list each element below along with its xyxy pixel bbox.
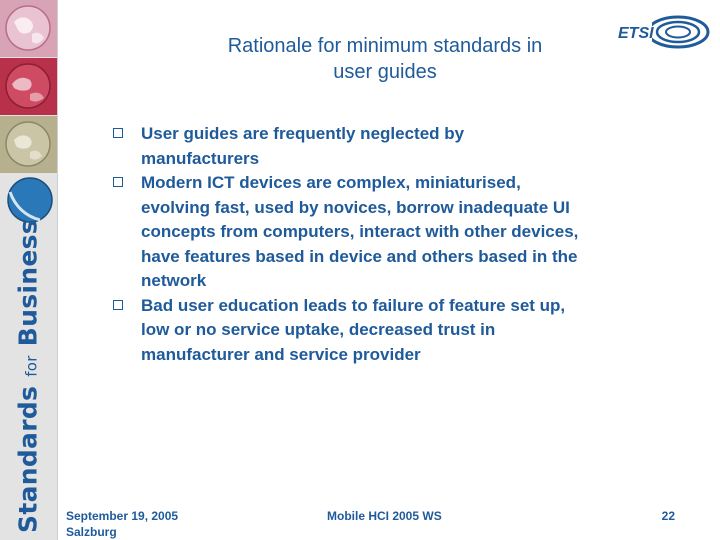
bullet-line: User guides are frequently neglected by — [141, 124, 465, 143]
footer-date-location — [66, 508, 178, 540]
checkbox-bullet-icon — [113, 128, 123, 138]
globe-tile-olive — [0, 116, 57, 173]
bullet-line: evolving fast, used by novices, borrow inadequate UI — [141, 197, 570, 217]
bullet-list — [112, 122, 672, 367]
bullet-line: have features based in device and others based in the — [141, 246, 578, 266]
slide-title-line-1: Rationale for minimum standards in — [227, 35, 543, 57]
bullet-line: manufacturers — [141, 148, 260, 168]
checkbox-bullet-icon — [113, 177, 123, 187]
footer-location: Salzburg — [66, 525, 117, 539]
sidebar — [0, 0, 57, 540]
bullet-line: Modern ICT devices are complex, miniaturised, — [141, 173, 521, 192]
bullet-item — [112, 294, 672, 368]
bullet-item — [112, 171, 672, 294]
globe-tile-red — [0, 58, 57, 115]
slide-title — [160, 33, 610, 85]
etsi-logo-text: ETSI — [618, 25, 654, 42]
standards-for-business-label: Standards for Business — [13, 219, 43, 533]
globe-tile-pink — [0, 0, 57, 57]
slide-title-line-2: user guides — [333, 61, 437, 83]
bullet-item — [112, 122, 672, 171]
bullet-line: concepts from computers, interact with other devices, — [141, 222, 579, 241]
footer-page-number: 22 — [661, 509, 675, 523]
footer-event: Mobile HCI 2005 WS — [327, 509, 442, 523]
bullet-line: manufacturer and service provider — [141, 344, 421, 364]
footer-date: September 19, 2005 — [66, 509, 179, 523]
checkbox-bullet-icon — [113, 300, 123, 310]
bullet-line: Bad user education leads to failure of feature set up, — [141, 295, 566, 315]
sidebar-divider — [57, 0, 58, 540]
etsi-logo — [612, 12, 712, 52]
bullet-line: low or no service uptake, decreased trust in — [141, 320, 496, 339]
bullet-line: network — [141, 271, 207, 290]
